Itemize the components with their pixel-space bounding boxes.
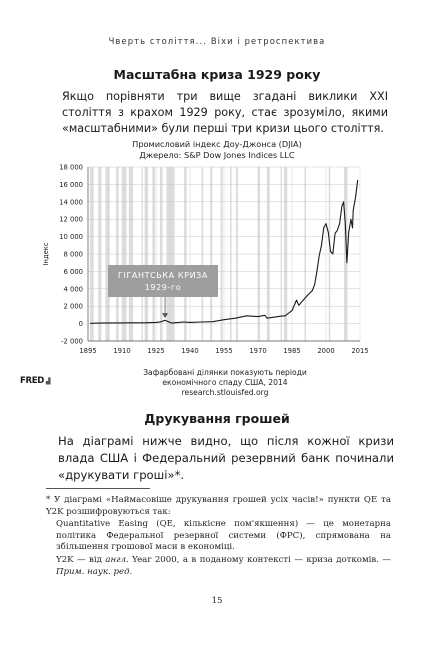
footnote-y2k (56, 555, 391, 578)
y-tick-label: 6 000 (63, 267, 83, 276)
page-number: 15 (211, 596, 223, 606)
fred-chart-icon: ▟ (46, 378, 51, 385)
y-tick-label: 10 000 (59, 233, 83, 242)
paragraph-comparison: Якщо порівняти три вище згадані виклики XXI століття з крахом 1929 року, стає зрозуміло, якими «масштабними» були перші три кризи цього століття. (62, 90, 388, 135)
y-axis-label: Індекс (42, 242, 50, 266)
annotation-box (108, 265, 218, 297)
x-tick-label: 1970 (249, 347, 267, 355)
y-tick-label: 12 000 (59, 215, 83, 224)
x-tick-label: 1955 (215, 347, 233, 355)
section-title-money-printing: Друкування грошей (144, 411, 290, 426)
y-tick-label: 4 000 (63, 285, 83, 294)
chart-caption: Зафарбовані ділянки показують періоди економічного спаду США, 2014 research.stlouisfed.org (143, 368, 307, 397)
footnote-divider (46, 488, 150, 489)
section-title-crisis-1929: Масштабна криза 1929 року (113, 67, 321, 82)
fred-logo (20, 376, 50, 386)
annotation-label-line1: ГІГАНТСЬКА КРИЗА (118, 271, 208, 280)
running-header: Чверть століття... Віхи і ретроспектива (108, 36, 326, 46)
footnote-y2k-a: Y2K — від (56, 555, 106, 565)
x-tick-label: 1985 (283, 347, 301, 355)
x-tick-label: 1895 (79, 347, 97, 355)
x-tick-label: 2015 (351, 347, 369, 355)
y-tick-label: 14 000 (59, 198, 83, 207)
footnote-y2k-c: Year 2000, а в поданому контексті — криза доткомів. — (128, 555, 392, 565)
footnote-editor-note: Прим. наук. ред. (56, 566, 133, 577)
y-tick-label: 8 000 (63, 250, 83, 259)
footnote-y2k-lang: англ. (105, 555, 129, 565)
y-tick-label: 18 000 (59, 163, 83, 172)
y-tick-label: 0 (78, 320, 83, 329)
x-tick-label: 1910 (113, 347, 131, 355)
chart-source: Джерело: S&P Dow Jones Indices LLC (139, 150, 295, 160)
y-tick-label: -2 000 (61, 337, 83, 346)
y-tick-label: 16 000 (59, 180, 83, 189)
chart-title: Промисловий індекс Доу-Джонса (DJIA) (132, 139, 302, 149)
x-tick-label: 1940 (181, 347, 199, 355)
footnote-qe: Quantitative Easing (QE, кількісне пом'якшення) — це монетарна політика Федеральної резервної системи (ФРС), спрямована на збільшення грошової маси в економіці. (56, 519, 391, 552)
fred-logo-text: FRED (20, 376, 45, 386)
footnote-diagram: * У діаграмі «Наймасовіше друкування грошей усіх часів!» пункти QE та Y2K розшифровуються так: (46, 495, 391, 517)
x-tick-label: 2000 (317, 347, 335, 355)
y-tick-label: 2 000 (63, 302, 83, 311)
annotation-label-line2: 1929-го (144, 283, 182, 292)
paragraph-money-printing: На діаграмі нижче видно, що після кожної кризи влада США і Федеральний резервний банк починали «друкувати гроші»*. (58, 434, 394, 482)
x-tick-label: 1925 (147, 347, 165, 355)
